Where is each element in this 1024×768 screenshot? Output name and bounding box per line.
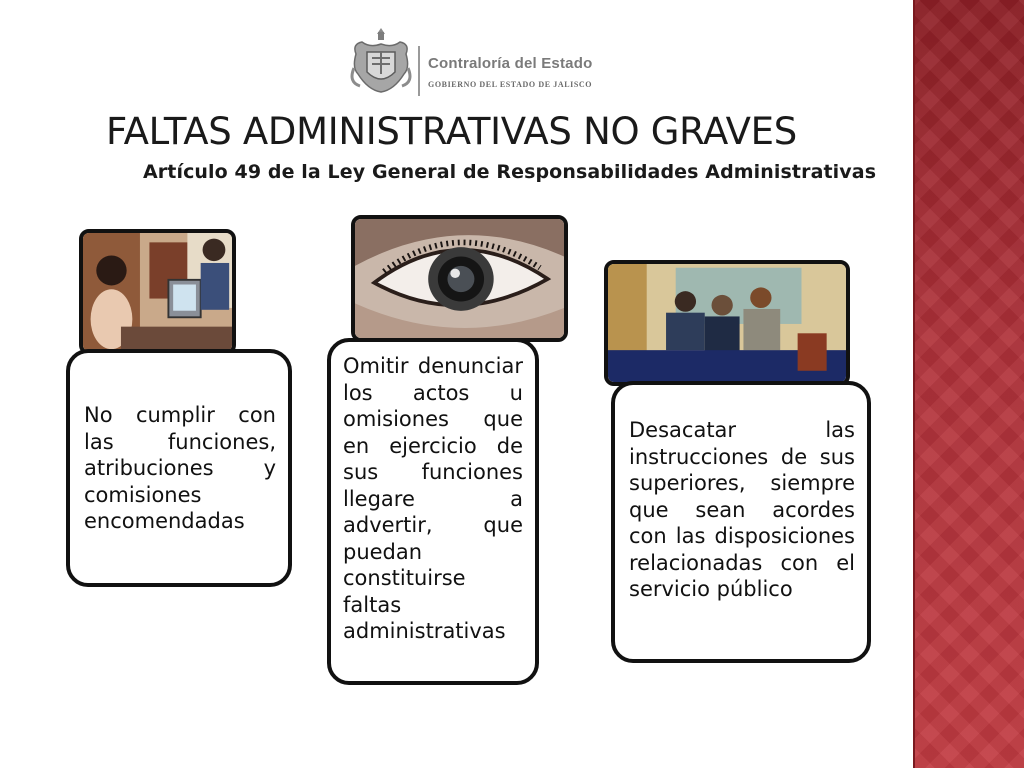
card-no-cumplir-text: No cumplir con las funciones, atribuciones y comisiones encomendadas — [84, 403, 276, 533]
business-meeting-photo — [604, 260, 850, 386]
page-title: FALTAS ADMINISTRATIVAS NO GRAVES — [106, 110, 797, 153]
eye-photo — [351, 215, 568, 342]
card-omitir-denunciar — [327, 338, 539, 685]
card-desacatar-text: Desacatar las instrucciones de sus superiores, siempre que sean acordes con las disposiciones relacionadas con el servicio público — [629, 418, 855, 601]
logo-title: Contraloría del Estado — [428, 55, 593, 72]
office-workers-photo — [79, 229, 236, 355]
contraloria-logo — [350, 24, 593, 100]
card-omitir-denunciar-text: Omitir denunciar los actos u omisiones que en ejercicio de sus funciones llegare a advertir, que puedan constituirse faltas administrativas — [343, 354, 523, 643]
page-subtitle: Artículo 49 de la Ley General de Responsabilidades Administrativas — [143, 161, 877, 183]
jalisco-seal-icon — [350, 24, 412, 96]
logo-subtitle: GOBIERNO DEL ESTADO DE JALISCO — [428, 80, 593, 89]
decorative-side-band — [913, 0, 1024, 768]
card-desacatar — [611, 381, 871, 663]
card-no-cumplir — [66, 349, 292, 587]
logo-divider — [418, 46, 420, 96]
